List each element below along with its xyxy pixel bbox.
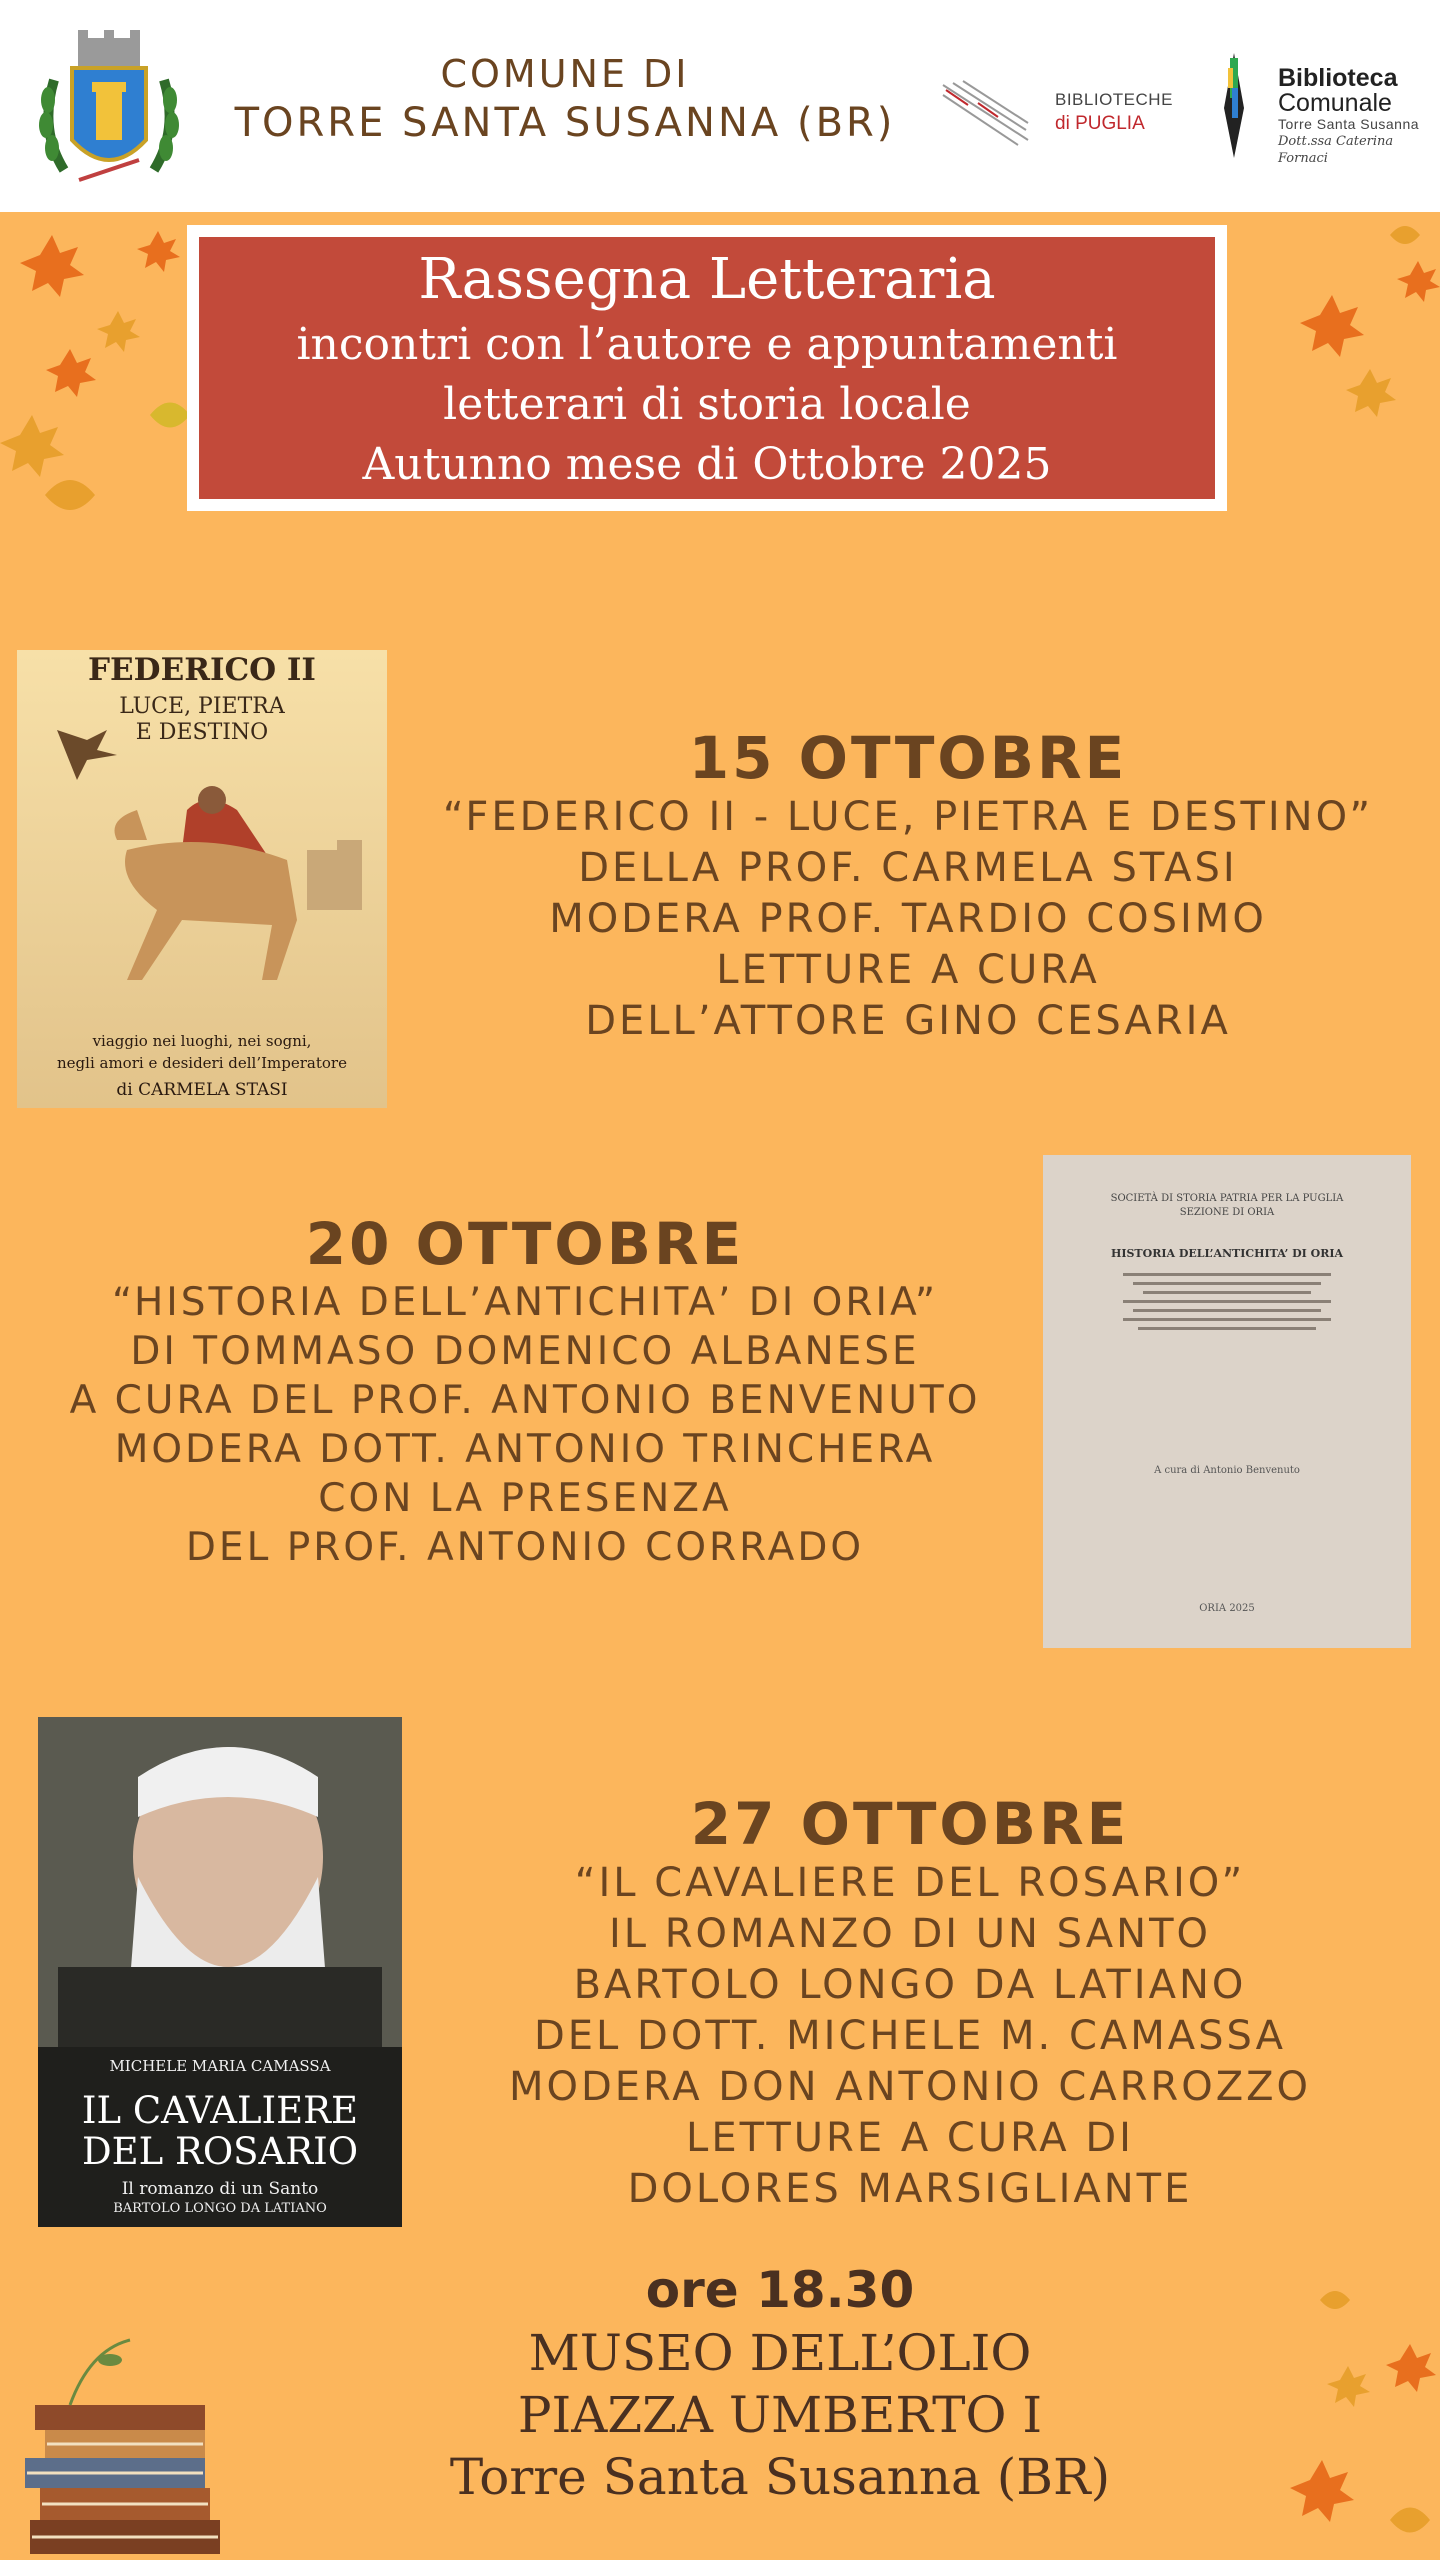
venue-address: PIAZZA UMBERTO I [517,2386,1043,2444]
comune-line-2: TORRE SANTA SUSANNA (BR) [234,100,896,146]
cover-author: MICHELE MARIA CAMASSA [109,2057,331,2075]
comune-title [205,50,925,148]
event-line: IL ROMANZO DI UN SANTO [608,1911,1212,1957]
event-date: 27 OTTOBRE [690,1790,1130,1858]
venue-name: MUSEO DELL’OLIO [528,2324,1032,2382]
biblioteche-puglia-label [1055,88,1173,136]
comune-line-1: COMUNE DI [440,52,690,96]
autumn-leaves-top-left-icon [0,215,200,545]
event-date: 15 OTTOBRE [688,724,1128,792]
event-line: BARTOLO LONGO DA LATIANO [573,1962,1247,2008]
biblioteca-label: Biblioteca [1278,64,1398,92]
comunale-label: Comunale [1278,89,1392,117]
cover-author: di CARMELA STASI [116,1080,288,1100]
event-line: A CURA DEL PROF. ANTONIO BENVENUTO [69,1378,981,1423]
book-cover-cavaliere [38,1717,402,2227]
event-line: DELLA PROF. CARMELA STASI [578,845,1238,891]
pen-book-logo-icon [1210,48,1258,164]
town-label: Torre Santa Susanna [1278,116,1420,132]
town-crest-icon [34,20,184,205]
book-cover-historia [1043,1155,1411,1648]
horseman-illustration-icon [37,700,377,1000]
cover-tagline-2: negli amori e desideri dell’Imperatore [57,1054,347,1072]
banner-line-2: letterari di storia locale [443,379,971,430]
event-15-ottobre [398,724,1418,1047]
biblioteche-puglia-logo-icon [938,75,1033,150]
event-27-ottobre [420,1790,1400,2215]
cover-subtitle-1: LUCE, PIETRA [119,694,285,719]
event-date: 20 OTTOBRE [305,1210,745,1278]
event-time: ore 18.30 [645,2261,915,2319]
portrait-illustration-icon [38,1717,402,2047]
rassegna-banner [199,237,1215,499]
cover-text-block [1123,1267,1331,1336]
banner-title: Rassegna Letteraria [418,247,996,312]
cover-title: FEDERICO II [88,652,316,688]
biblioteca-comunale-label [1278,66,1440,167]
event-line: LETTURE A CURA [716,947,1100,993]
autumn-leaves-bottom-right-icon [1250,2280,1440,2560]
cover-title: HISTORIA DELL’ANTICHITA’ DI ORIA [1110,1247,1344,1260]
event-line: “IL CAVALIERE DEL ROSARIO” [574,1860,1246,1906]
event-line: LETTURE A CURA DI [686,2115,1134,2161]
event-line: CON LA PRESENZA [318,1476,732,1521]
venue-town: Torre Santa Susanna (BR) [449,2448,1111,2506]
cover-society: SOCIETÀ DI STORIA PATRIA PER LA PUGLIA [1110,1193,1344,1204]
event-line: MODERA DON ANTONIO CARROZZO [508,2064,1311,2110]
cover-sub-2: BARTOLO LONGO DA LATIANO [113,2201,327,2216]
book-cover-federico [17,650,387,1108]
cover-editor: A cura di Antonio Benvenuto [1154,1465,1300,1476]
event-line: DEL DOTT. MICHELE M. CAMASSA [533,2013,1287,2059]
cover-place: ORIA 2025 [1199,1603,1255,1614]
event-line: DEL PROF. ANTONIO CORRADO [185,1525,865,1570]
event-line: DOLORES MARSIGLIANTE [627,2166,1193,2212]
event-line: DELL’ATTORE GINO CESARIA [585,998,1231,1044]
cover-section: SEZIONE DI ORIA [1179,1207,1275,1218]
puglia-label: di PUGLIA [1055,113,1145,134]
event-line: MODERA DOTT. ANTONIO TRINCHERA [114,1427,936,1472]
cover-title-1: IL CAVALIERE [81,2089,359,2132]
cover-sub-1: Il romanzo di un Santo [121,2179,319,2199]
autumn-leaves-top-right-icon [1240,215,1440,425]
event-line: DI TOMMASO DOMENICO ALBANESE [130,1329,920,1374]
event-20-ottobre [20,1210,1030,1572]
cover-title-2: DEL ROSARIO [81,2130,359,2173]
event-line: “FEDERICO II - LUCE, PIETRA E DESTINO” [442,794,1374,840]
cover-tagline-1: viaggio nei luoghi, nei sogni, [92,1032,312,1050]
event-line: “HISTORIA DELL’ANTICHITA’ DI ORIA” [111,1280,939,1325]
banner-line-3: Autunno mese di Ottobre 2025 [362,439,1052,490]
biblioteche-label: BIBLIOTECHE [1055,90,1173,109]
cover-subtitle-2: E DESTINO [135,720,269,745]
books-stack-icon [10,2330,240,2560]
dedication-label: Dott.ssa Caterina Fornaci [1278,134,1394,166]
venue-info [380,2258,1180,2508]
event-line: MODERA PROF. TARDIO COSIMO [549,896,1267,942]
header-bar [0,0,1440,212]
banner-line-1: incontri con l’autore e appuntamenti [296,319,1118,370]
